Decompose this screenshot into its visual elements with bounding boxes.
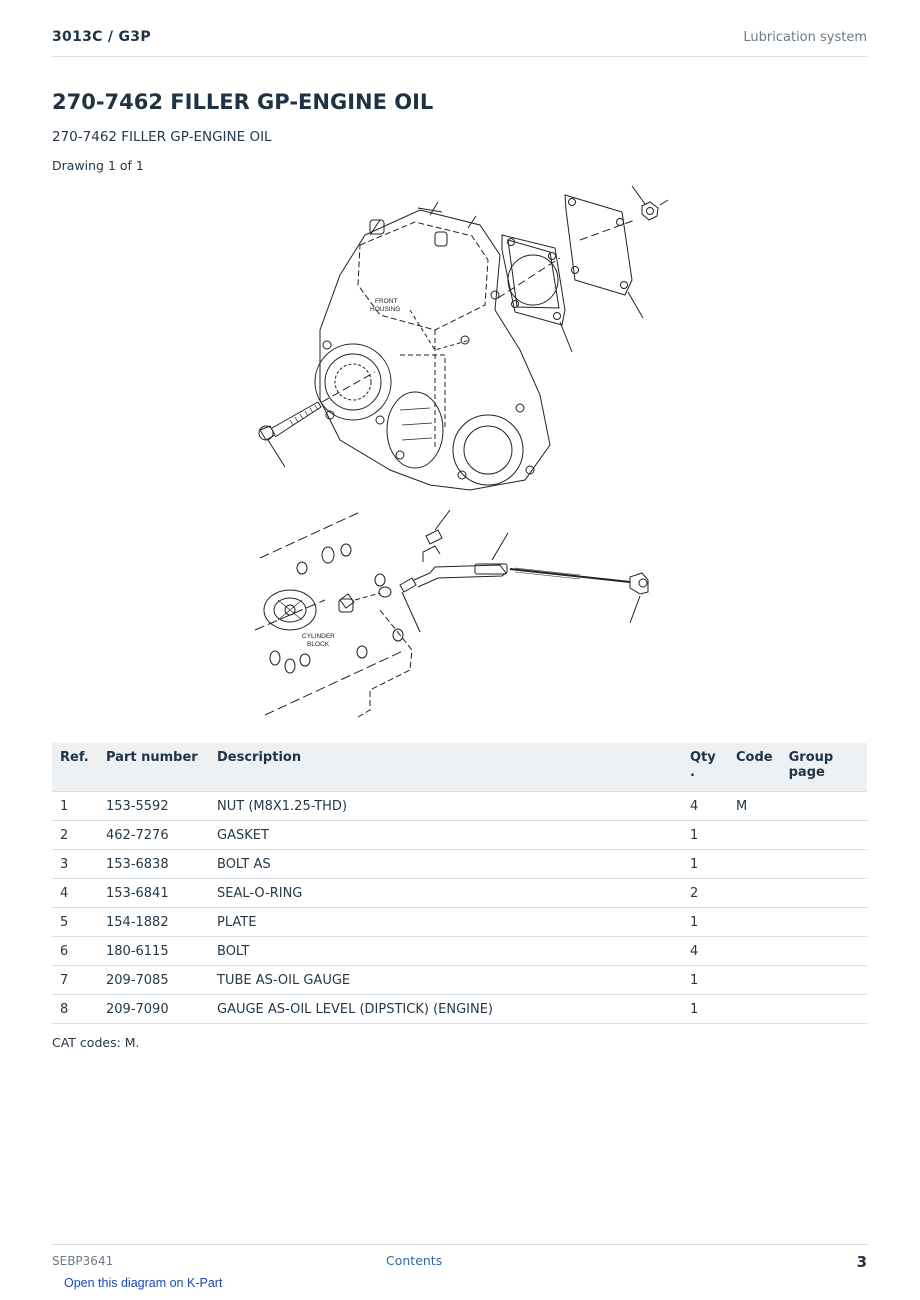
drawing-count: Drawing 1 of 1 [52, 158, 144, 173]
front-housing-label-2: HOUSING [370, 306, 401, 313]
col-code: Code [728, 743, 781, 792]
cell-qty: 4 [682, 937, 728, 966]
col-ref: Ref. [52, 743, 98, 792]
cell-group-page [781, 937, 867, 966]
cell-description: SEAL-O-RING [209, 879, 682, 908]
parts-diagram [230, 180, 680, 725]
page-footer [52, 1244, 867, 1275]
cell-ref: 3 [52, 850, 98, 879]
cell-code [728, 995, 781, 1024]
table-row [52, 792, 867, 821]
document-id: SEBP3641 [52, 1254, 114, 1268]
kpart-link[interactable]: Open this diagram on K-Part [64, 1276, 223, 1290]
cell-part-number: 153-5592 [98, 792, 209, 821]
page-header [52, 26, 867, 57]
front-housing-label: FRONT [375, 298, 398, 305]
cell-part-number: 209-7090 [98, 995, 209, 1024]
cell-code [728, 966, 781, 995]
cylinder-block-drawing [255, 512, 412, 717]
cell-part-number: 154-1882 [98, 908, 209, 937]
col-part-number: Part number [98, 743, 209, 792]
cell-part-number: 180-6115 [98, 937, 209, 966]
table-row [52, 995, 867, 1024]
cell-ref: 1 [52, 792, 98, 821]
table-row [52, 879, 867, 908]
nut-drawing [632, 186, 668, 220]
cell-code [728, 908, 781, 937]
cell-description: TUBE AS-OIL GAUGE [209, 966, 682, 995]
table-row [52, 908, 867, 937]
cell-part-number: 462-7276 [98, 821, 209, 850]
cell-qty: 1 [682, 850, 728, 879]
cell-qty: 1 [682, 966, 728, 995]
cell-code [728, 850, 781, 879]
model-label: 3013C / G3P [52, 29, 151, 45]
cell-qty: 2 [682, 879, 728, 908]
page-title: 270-7462 FILLER GP-ENGINE OIL [52, 90, 434, 114]
cell-code: M [728, 792, 781, 821]
cell-description: GASKET [209, 821, 682, 850]
cat-codes-note: CAT codes: M. [52, 1035, 140, 1050]
cell-group-page [781, 995, 867, 1024]
cell-group-page [781, 908, 867, 937]
gasket-drawing [502, 235, 572, 352]
cell-description: PLATE [209, 908, 682, 937]
col-qty: Qty . [682, 743, 728, 792]
cell-qty: 1 [682, 995, 728, 1024]
cell-group-page [781, 966, 867, 995]
cell-ref: 6 [52, 937, 98, 966]
plate-drawing [498, 195, 643, 318]
cylinder-block-label: CYLINDER [302, 633, 335, 640]
col-group-page: Group page [781, 743, 867, 792]
cell-ref: 5 [52, 908, 98, 937]
cell-group-page [781, 879, 867, 908]
cell-description: GAUGE AS-OIL LEVEL (DIPSTICK) (ENGINE) [209, 995, 682, 1024]
section-label: Lubrication system [743, 30, 867, 45]
cell-part-number: 153-6841 [98, 879, 209, 908]
col-description: Description [209, 743, 682, 792]
cell-qty: 4 [682, 792, 728, 821]
table-row [52, 966, 867, 995]
cell-part-number: 153-6838 [98, 850, 209, 879]
cell-ref: 7 [52, 966, 98, 995]
cell-qty: 1 [682, 908, 728, 937]
cell-group-page [781, 821, 867, 850]
cell-group-page [781, 850, 867, 879]
parts-table [52, 743, 867, 1024]
cell-description: BOLT [209, 937, 682, 966]
cell-description: NUT (M8X1.25-THD) [209, 792, 682, 821]
cell-group-page [781, 792, 867, 821]
table-row [52, 821, 867, 850]
tube-dipstick-drawing [339, 510, 648, 632]
cell-ref: 2 [52, 821, 98, 850]
cell-code [728, 879, 781, 908]
cell-ref: 4 [52, 879, 98, 908]
cell-qty: 1 [682, 821, 728, 850]
contents-link[interactable]: Contents [386, 1253, 443, 1268]
cell-ref: 8 [52, 995, 98, 1024]
table-row [52, 850, 867, 879]
cell-part-number: 209-7085 [98, 966, 209, 995]
cell-code [728, 937, 781, 966]
front-housing-drawing [315, 202, 550, 490]
cell-description: BOLT AS [209, 850, 682, 879]
cylinder-block-label-2: BLOCK [307, 641, 330, 648]
page-subtitle: 270-7462 FILLER GP-ENGINE OIL [52, 129, 272, 145]
table-row [52, 937, 867, 966]
page-number: 3 [856, 1253, 867, 1271]
cell-code [728, 821, 781, 850]
table-header-row [52, 743, 867, 792]
